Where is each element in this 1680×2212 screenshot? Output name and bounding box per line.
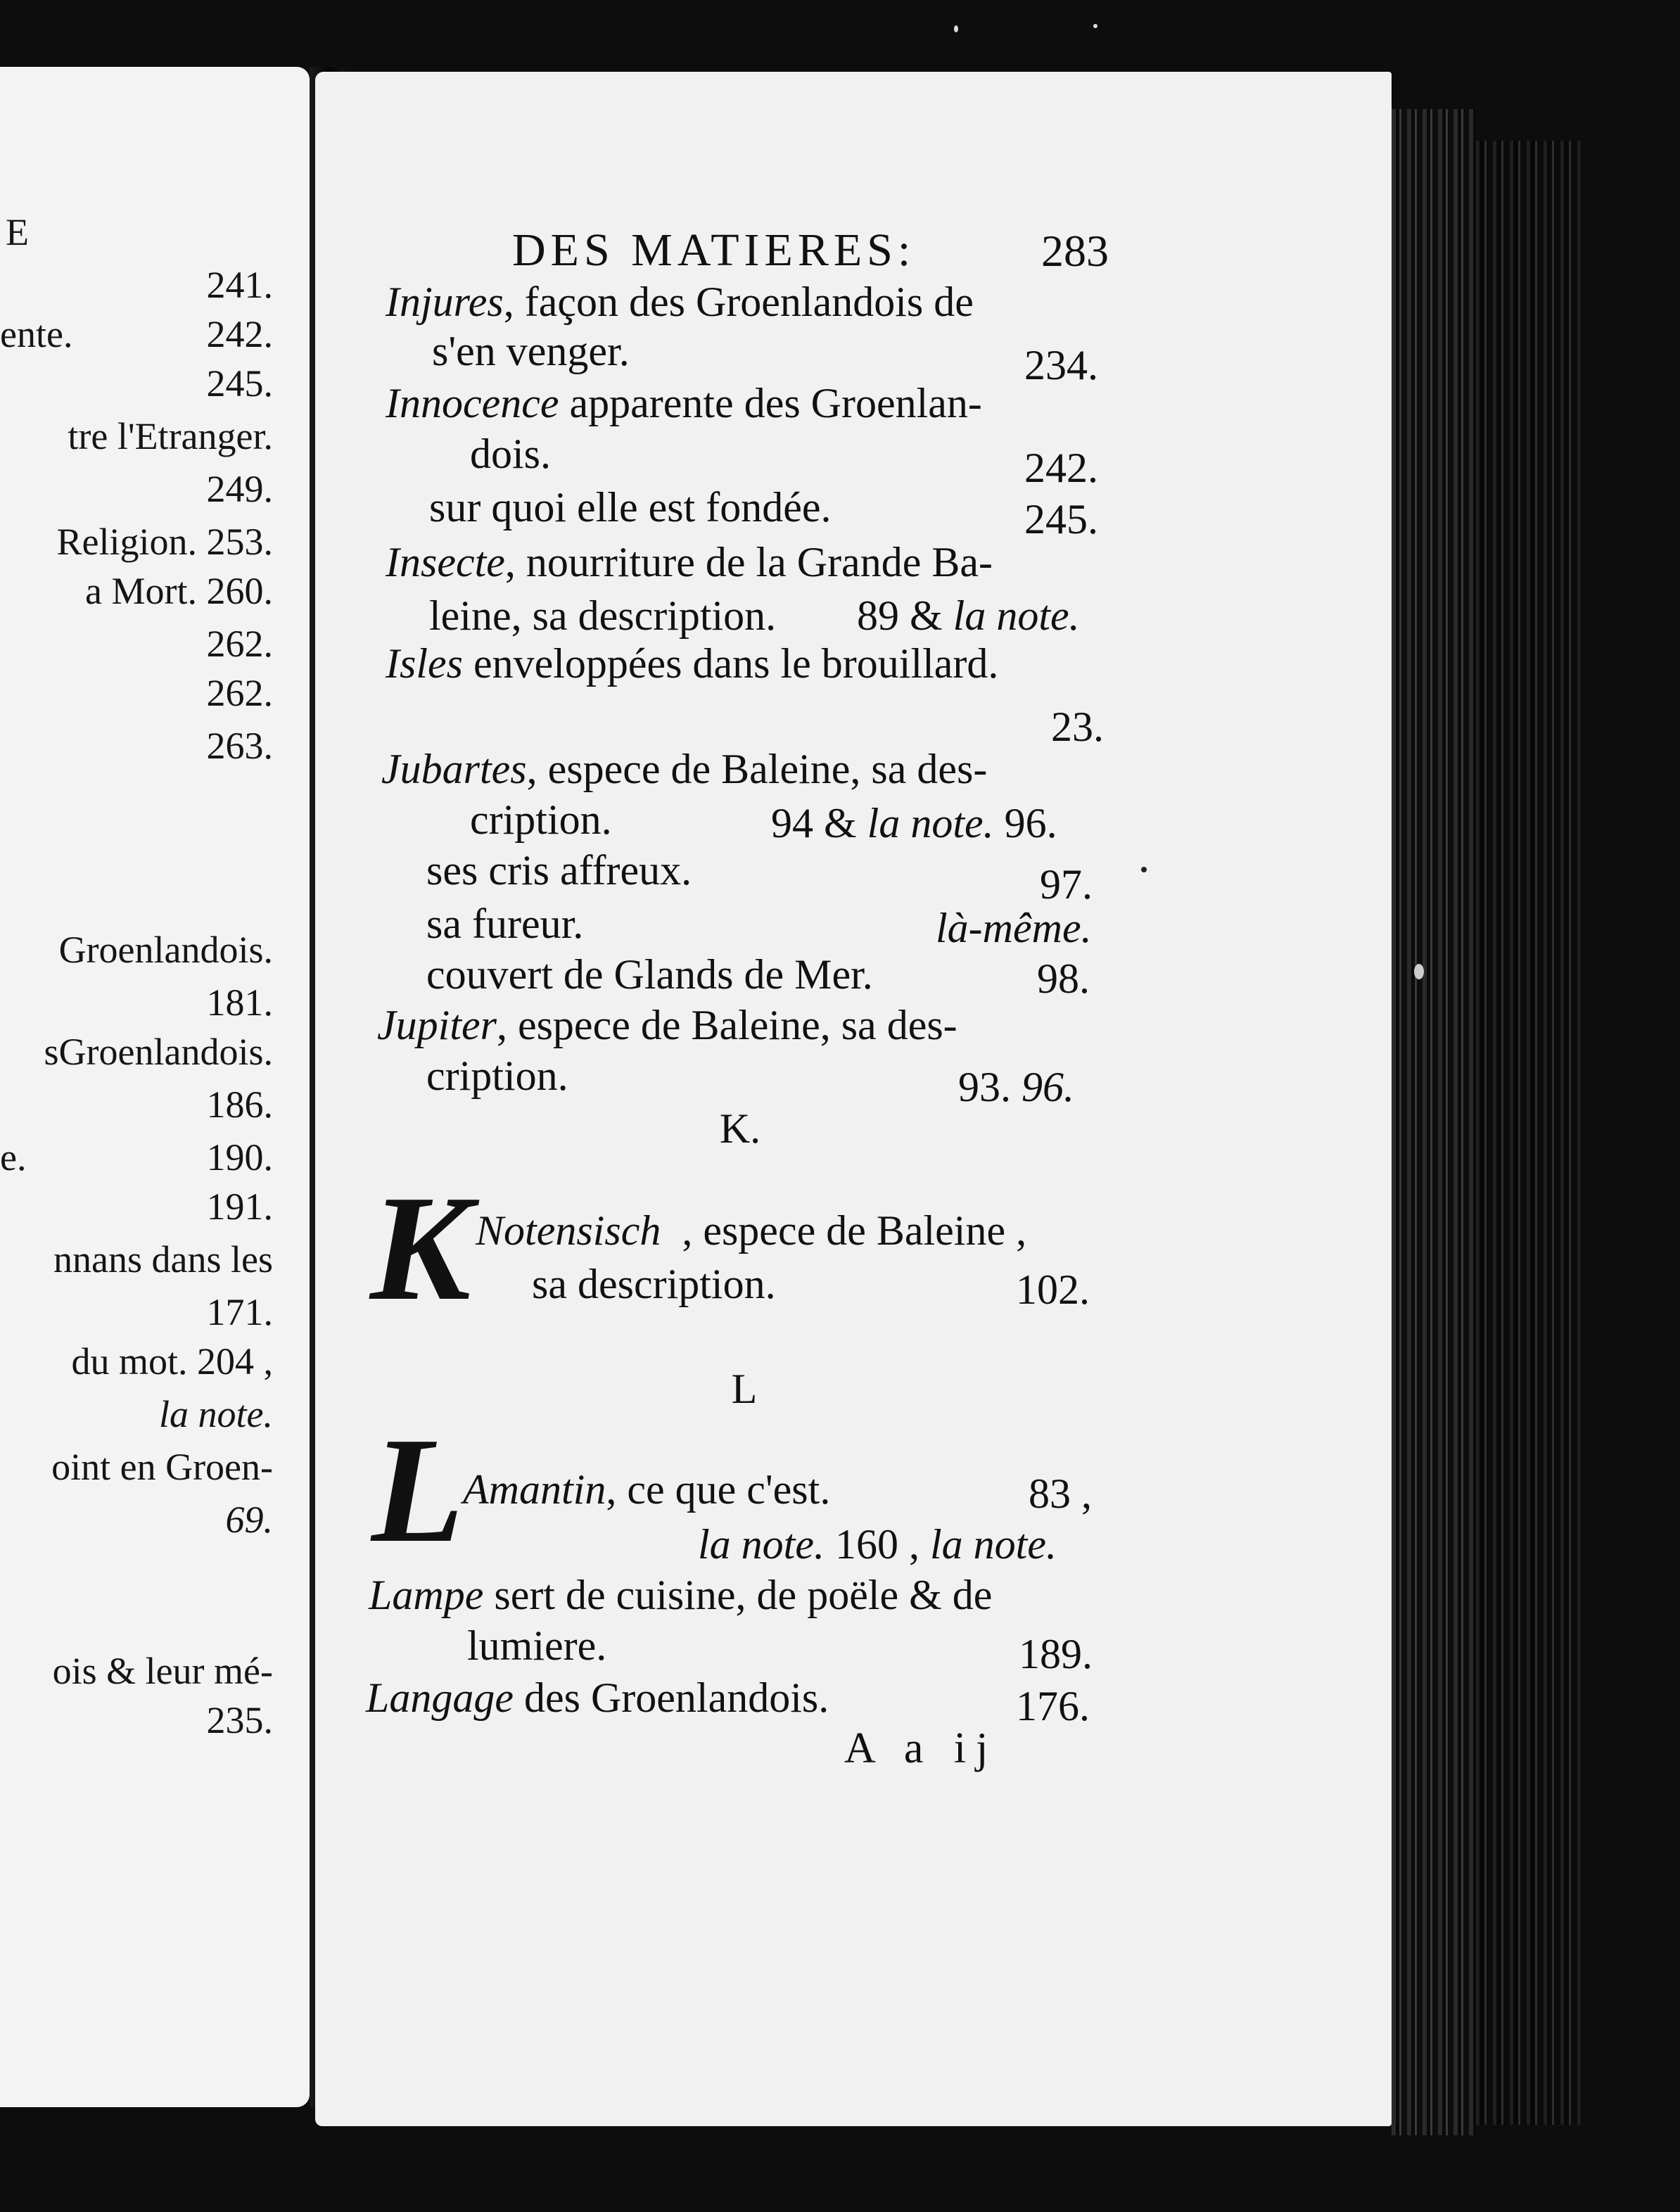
left-line: e. [0, 1136, 27, 1178]
entry-subline: sur quoi elle est fondée. [429, 484, 832, 530]
entry-text: , espece de Baleine, sa des- [496, 1002, 957, 1048]
left-line: 171. [206, 1291, 273, 1333]
left-line: Religion. 253. [56, 521, 273, 563]
page-ref-number: 96. [1004, 800, 1057, 846]
entry-text: , espece de Baleine, sa des- [526, 746, 988, 792]
index-entry [386, 380, 982, 426]
entry-page-ref [771, 800, 1057, 846]
page-ref-number: 160 , [824, 1521, 930, 1568]
page-ref-number: 89 & [857, 592, 953, 639]
entry-page-ref: 97. [1040, 861, 1093, 908]
index-entry [386, 640, 998, 687]
left-line: 191. [206, 1186, 273, 1228]
entry-text: sert de cuisine, de poële & de [483, 1572, 993, 1618]
page-ref-note: la note. [929, 1521, 1057, 1568]
entry-headword: Jupiter [377, 1002, 497, 1048]
left-line: oint en Groen- [51, 1446, 273, 1488]
left-line: 242. [206, 313, 273, 355]
entry-continuation: cription. [426, 1053, 568, 1099]
index-entry [386, 279, 974, 325]
page-ref-note: la note. [953, 592, 1080, 639]
left-line: 69. [225, 1499, 273, 1541]
left-line: 186. [206, 1083, 273, 1126]
dust-speck [954, 25, 958, 32]
entry-text: , espece de Baleine , [682, 1207, 1027, 1254]
entry-headword: Innocence [386, 380, 559, 426]
index-entry [366, 1674, 829, 1721]
page-ref-number: 93. [958, 1064, 1011, 1110]
left-line: 262. [206, 672, 273, 714]
entry-headword: Injures [386, 279, 504, 325]
entry-text: , façon des Groenlandois de [503, 279, 974, 325]
drop-cap-k: K [370, 1164, 471, 1332]
index-entry [381, 746, 987, 792]
entry-subline: sa fureur. [426, 901, 584, 947]
entry-page-ref: 98. [1037, 955, 1090, 1002]
left-line: du mot. 204 , [71, 1340, 273, 1382]
entry-page-ref: 189. [1019, 1631, 1093, 1677]
left-line: 249. [206, 468, 273, 510]
index-entry [377, 1002, 957, 1048]
entry-page-ref [698, 1521, 1057, 1568]
index-entry [386, 539, 993, 585]
entry-headword: Lampe [369, 1572, 484, 1618]
entry-text: leine, sa description. [429, 592, 777, 639]
page-block-edges-outer [1476, 141, 1582, 2125]
entry-headword: Notensisch [476, 1207, 661, 1254]
dust-speck [1093, 24, 1097, 28]
entry-text: des Groenlandois. [514, 1674, 829, 1721]
drop-cap-l: L [371, 1406, 464, 1574]
page-ref-number: 96. [1022, 1064, 1074, 1110]
left-line: ente. [0, 313, 73, 355]
section-letter-k: K. [719, 1105, 761, 1152]
page-block-edges [1392, 109, 1476, 2135]
entry-page-ref: 176. [1016, 1683, 1090, 1729]
entry-text: enveloppées dans le brouillard. [462, 640, 999, 687]
left-line: sGroenlandois. [44, 1031, 273, 1073]
entry-continuation: sa description. [532, 1261, 776, 1307]
index-entry [463, 1466, 830, 1513]
printer-signature: A a ij [844, 1724, 998, 1772]
entry-text: apparente des Groenlan- [559, 380, 982, 426]
left-line: 181. [206, 981, 273, 1024]
entry-page-ref: 234. [1024, 342, 1098, 388]
left-line: tre l'Etranger. [68, 415, 273, 457]
entry-headword: Isles [386, 640, 463, 687]
left-line: 263. [206, 725, 273, 767]
entry-headword: Insecte [386, 539, 505, 585]
running-head: DES MATIERES: [512, 224, 916, 276]
entry-continuation: dois. [470, 431, 552, 477]
page-ref-note: la note. [867, 800, 994, 846]
entry-page-ref: 245. [1024, 496, 1098, 542]
entry-subline: ses cris affreux. [426, 847, 692, 894]
entry-page-ref: là-même. [936, 905, 1092, 951]
entry-continuation: cription. [470, 796, 612, 843]
entry-page-ref: 102. [1016, 1266, 1090, 1313]
left-line: nnans dans les [53, 1238, 273, 1280]
entry-continuation: s'en venger. [432, 328, 630, 374]
entry-headword: Jubartes [381, 746, 527, 792]
page-ref-note: la note. [698, 1521, 825, 1568]
left-line: 190. [206, 1136, 273, 1178]
entry-page-ref: 23. [1051, 704, 1104, 750]
page-number: 283 [1041, 226, 1109, 276]
index-entry [476, 1207, 1026, 1254]
entry-subline: couvert de Glands de Mer. [426, 951, 873, 998]
entry-headword: Langage [366, 1674, 514, 1721]
page-ref-number: 94 & [771, 800, 867, 846]
left-line: 262. [206, 623, 273, 665]
entry-text: , nourriture de la Grande Ba- [504, 539, 993, 585]
section-letter-l: L [731, 1366, 758, 1412]
entry-page-ref [857, 592, 1080, 639]
entry-page-ref: 242. [1024, 445, 1098, 491]
left-line: 241. [206, 264, 273, 306]
entry-continuation [429, 592, 776, 639]
left-line: 235. [206, 1699, 273, 1741]
ink-speck [1141, 867, 1147, 872]
left-page-fragment [0, 67, 310, 2107]
entry-page-ref: 83 , [1029, 1470, 1092, 1517]
dust-speck [1414, 964, 1424, 979]
left-line: la note. [159, 1393, 273, 1435]
entry-page-ref [958, 1064, 1074, 1110]
entry-continuation: lumiere. [467, 1622, 607, 1669]
left-line: Groenlandois. [58, 929, 273, 971]
entry-headword: Amantin [463, 1466, 606, 1513]
left-line: E [6, 211, 29, 253]
left-line: a Mort. 260. [85, 570, 273, 612]
entry-text: , ce que c'est. [606, 1466, 831, 1513]
index-entry [369, 1572, 992, 1618]
left-line: ois & leur mé- [52, 1650, 273, 1692]
left-line: 245. [206, 362, 273, 405]
